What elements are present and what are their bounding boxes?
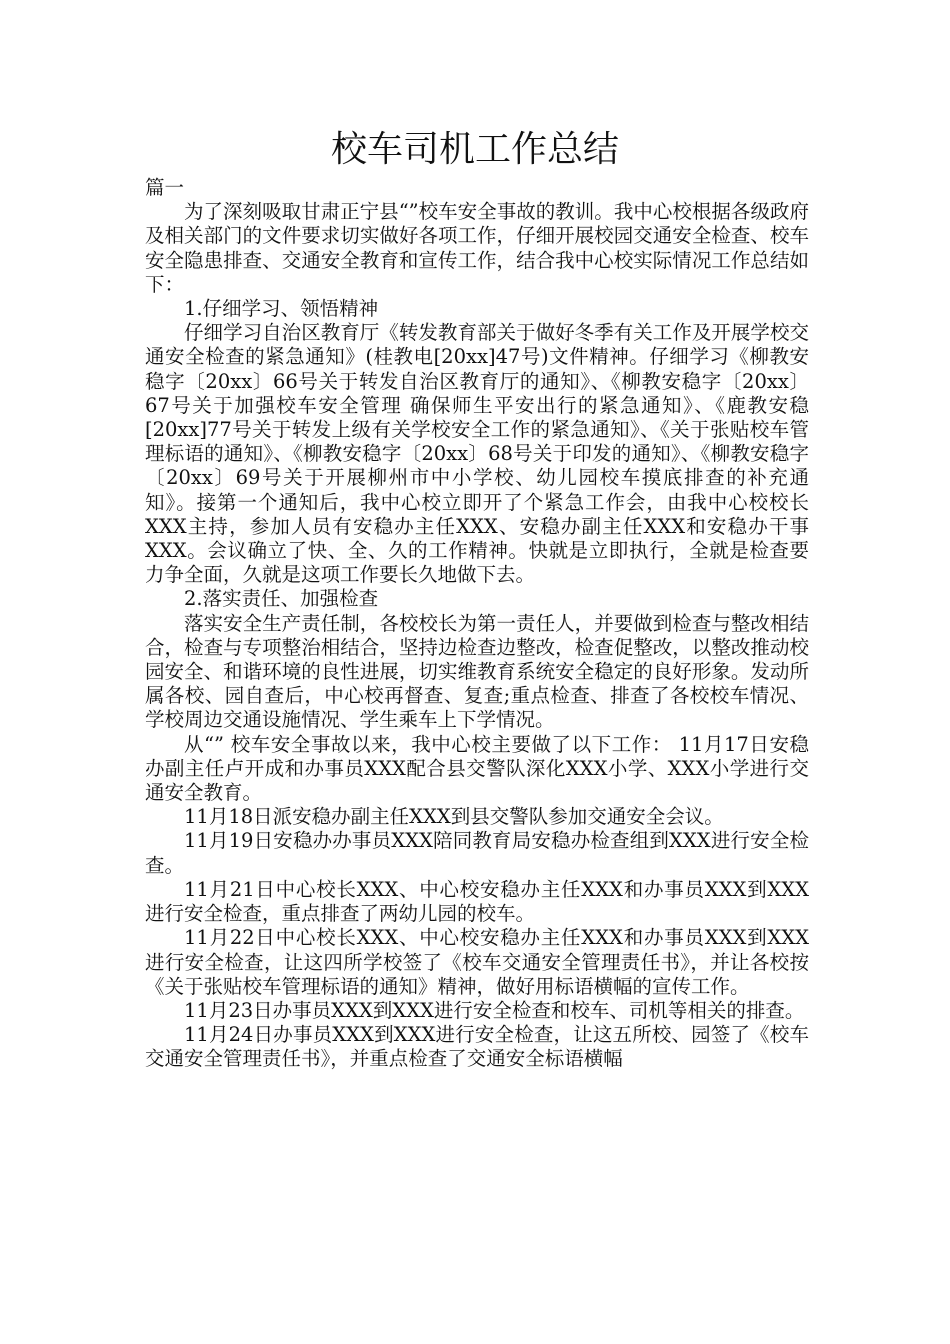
paragraph-nov24: 11月24日办事员XXX到XXX进行安全检查，让这五所校、园签了《校车交通安全管理责任书》，并重点检查了交通安全标语横幅 — [145, 1023, 809, 1071]
heading-responsibility: 2.落实责任、加强检查 — [184, 587, 379, 611]
paragraph-intro: 为了深刻吸取甘肃正宁县“”校车安全事故的教训。我中心校根据各级政府及相关部门的文件要求切实做好各项工作，仔细开展校园交通安全检查、校车安全隐患排查、交通安全教育和宣传工作，结合我中心校实际情况工作总结如下： — [145, 200, 809, 296]
paragraph-study: 仔细学习自治区教育厅《转发教育部关于做好冬季有关工作及开展学校交通安全检查的紧急通知》(桂教电[20xx]47号)文件精神。仔细学习《柳教安稳字〔20xx〕66号关于转发自治区教育厅的通知》、《柳教安稳字〔20xx〕67号关于加强校车安全管理 确保师生平安出行的紧急通知》、《鹿教安稳[20xx]77号关于转发上级有关学校安全工作的紧急通知》、《关于张贴校车管理标语的通知》、《柳教安稳字〔20xx〕68号关于印发的通知》、《柳教安稳字〔20xx〕69号关于开展柳州市中小学校、幼儿园校车摸底排查的补充通知》。接第一个通知后，我中心校立即开了个紧急工作会，由我中心校校长XXX主持，参加人员有安稳办主任XXX、安稳办副主任XXX和安稳办干事XXX。会议确立了快、全、久的工作精神。快就是立即执行，全就是检查要力争全面，久就是这项工作要长久地做下去。 — [145, 321, 809, 587]
paragraph-nov23: 11月23日办事员XXX到XXX进行安全检查和校车、司机等相关的排查。 — [184, 998, 805, 1022]
paragraph-responsibility: 落实安全生产责任制，各校校长为第一责任人，并要做到检查与整改相结合，检查与专项整治相结合，坚持边检查边整改，检查促整改，以整改推动校园安全、和谐环境的良性进展，切实维教育系统安全稳定的良好形象。发动所属各校、园自查后，中心校再督查、复查;重点检查、排查了各校校车情况、学校周边交通设施情况、学生乘车上下学情况。 — [145, 611, 809, 732]
document-title: 校车司机工作总结 — [330, 129, 619, 170]
document-body — [145, 176, 809, 1072]
paragraph-nov19: 11月19日安稳办办事员XXX陪同教育局安稳办检查组到XXX进行安全检查。 — [145, 829, 809, 877]
heading-study: 1.仔细学习、领悟精神 — [184, 297, 379, 321]
paragraph-nov18: 11月18日派安稳办副主任XXX到县交警队参加交通安全会议。 — [184, 805, 724, 829]
paragraph-work-intro: 从“” 校车安全事故以来，我中心校主要做了以下工作： 11月17日安稳办副主任卢开成和办事员XXX配合县交警队深化XXX小学、XXX小学进行交通安全教育。 — [145, 732, 809, 805]
paragraph-nov21: 11月21日中心校长XXX、中心校安稳办主任XXX和办事员XXX到XXX进行安全检查，重点排查了两幼儿园的校车。 — [145, 877, 809, 926]
section-label: 篇一 — [145, 176, 185, 199]
paragraph-nov22: 11月22日中心校长XXX、中心校安稳办主任XXX和办事员XXX到XXX进行安全检查，让这四所学校签了《校车交通安全管理责任书》，并让各校按《关于张贴校车管理标语的通知》精神，做好用标语横幅的宣传工作。 — [145, 926, 809, 998]
